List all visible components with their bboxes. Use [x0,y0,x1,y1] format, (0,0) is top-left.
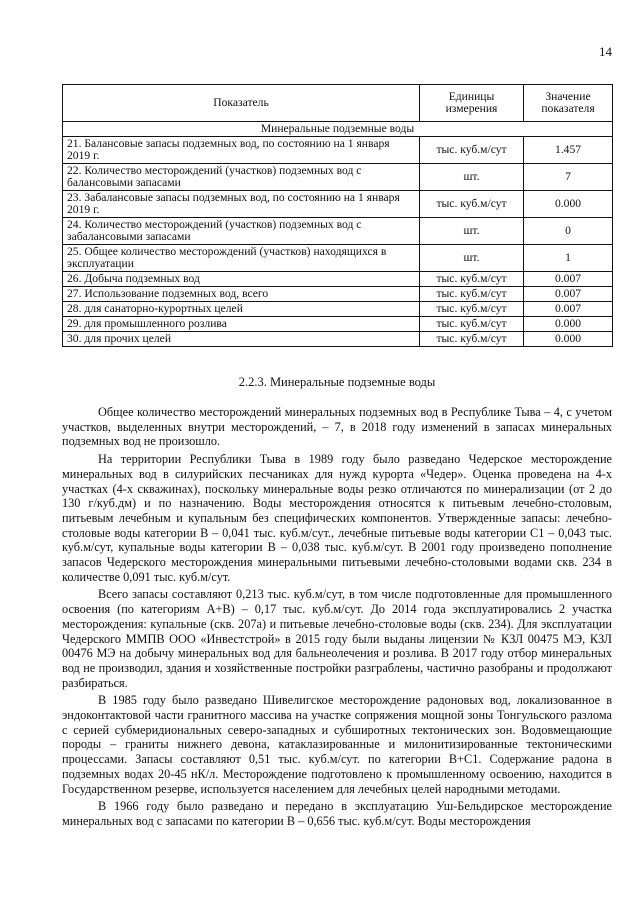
header-indicator: Показатель [63,85,420,122]
table-row [63,287,613,302]
row-unit: тыс. куб.м/сут [420,191,524,218]
paragraph: Всего запасы составляют 0,213 тыс. куб.м/сут, в том числе подготовленные для промышленного освоения (по категориям А+В) – 0,17 тыс. куб.м/сут. До 2014 года эксплуатировались 2 участка месторождения: купальные (скв. 207а) и питьевые лечебно-столовые воды (скв. 234). Для эксплуатации Чедерского ММПВ ООО «Инвестстрой» в 2015 году были выданы лицензии № КЗЛ 00475 МЭ, КЗЛ 00476 МЭ на добычу минеральных вод для бальнеолечения и розлива. В 2017 году отбор минеральных вод не производил, здания и хозяйственные постройки разграблены, частично разобраны и продолжают разбираться. [62,587,612,690]
table-header-row [63,85,613,122]
row-label: 23. Забалансовые запасы подземных вод, по состоянию на 1 января 2019 г. [63,191,420,218]
table-row [63,164,613,191]
row-label: 22. Количество месторождений (участков) подземных вод с балансовыми запасами [63,164,420,191]
table-row [63,272,613,287]
row-unit: шт. [420,245,524,272]
table-row [63,137,613,164]
row-value: 0.007 [524,272,613,287]
row-unit: шт. [420,164,524,191]
paragraph: Общее количество месторождений минеральных подземных вод в Республике Тыва – 4, с учетом участков, выделенных внутри месторождений, – 7, в 2018 году изменений в запасах минеральных подземных вод не произошло. [62,405,612,449]
row-value: 0.007 [524,287,613,302]
row-value: 0.000 [524,317,613,332]
row-value: 1 [524,245,613,272]
row-label: 27. Использование подземных вод, всего [63,287,420,302]
row-value: 0.000 [524,191,613,218]
row-unit: тыс. куб.м/сут [420,272,524,287]
table-row [63,245,613,272]
header-unit: Единицы измерения [420,85,524,122]
table-section-row [63,122,613,137]
table-row [63,191,613,218]
table-row [63,332,613,347]
row-value: 7 [524,164,613,191]
indicators-table [62,84,613,347]
paragraph: В 1966 году было разведано и передано в эксплуатацию Уш-Бельдирское месторождение минеральных вод с запасами по категории В – 0,656 тыс. куб.м/сут. Воды месторождения [62,799,612,828]
row-label: 30. для прочих целей [63,332,420,347]
paragraph: В 1985 году было разведано Шивелигское месторождение радоновых вод, локализованное в эндоконтактовой части гранитного массива на участке сопряжения мощной зоны Тонгульского разлома с серией субмеридиональных северо-западных и субширотных тектонических зон. Водовмещающие породы – граниты нижнего девона, катаклазированные и милонитизированные тектоническими процессами. Запасы составляют 0,51 тыс. куб.м/сут. по категории В+С1. Содержание радона в подземных водах 20-45 нК/л. Месторождение подготовлено к промышленному освоению, находится в Государственном резерве, используется населением для лечебных целей народными методами. [62,693,612,796]
row-value: 0.007 [524,302,613,317]
row-unit: тыс. куб.м/сут [420,302,524,317]
table-row [63,317,613,332]
row-label: 29. для промышленного розлива [63,317,420,332]
body-text [62,405,612,832]
page-number: 14 [599,44,612,59]
row-value: 1.457 [524,137,613,164]
section-heading: 2.2.3. Минеральные подземные воды [238,375,436,389]
row-label: 25. Общее количество месторождений (участков) находящихся в эксплуатации [63,245,420,272]
row-label: 28. для санаторно-курортных целей [63,302,420,317]
row-unit: тыс. куб.м/сут [420,287,524,302]
row-unit: тыс. куб.м/сут [420,317,524,332]
row-label: 24. Количество месторождений (участков) подземных вод с забалансовыми запасами [63,218,420,245]
row-label: 21. Балансовые запасы подземных вод, по состоянию на 1 января 2019 г. [63,137,420,164]
table-row [63,302,613,317]
header-value: Значение показателя [524,85,613,122]
row-unit: шт. [420,218,524,245]
row-unit: тыс. куб.м/сут [420,137,524,164]
table-row [63,218,613,245]
section-title: Минеральные подземные воды [63,122,613,137]
row-unit: тыс. куб.м/сут [420,332,524,347]
row-label: 26. Добыча подземных вод [63,272,420,287]
row-value: 0 [524,218,613,245]
paragraph: На территории Республики Тыва в 1989 году было разведано Чедерское месторождение минеральных вод в силурийских песчаниках для нужд курорта «Чедер». Оценка проведена на 4-х участках (4-х скважинах), поскольку минеральные воды резко отличаются по минерализации (от 2 до 130 г/куб.дм) и по назначению. Воды месторождения относятся к питьевым лечебно-столовым, питьевым лечебным и купальным без специфических компонентов. Утвержденные запасы: лечебно-столовые воды категории В – 0,041 тыс. куб.м/сут., лечебные питьевые воды категории С1 – 0,043 тыс. куб.м/сут, купальные воды категории В – 0,038 тыс. куб.м/сут. В 2001 году произведено пополнение запасов Чедерского месторождения минеральными питьевыми лечебно-столовыми водами скв. 234 в количестве 0,091 тыс. куб.м/сут. [62,452,612,584]
row-value: 0.000 [524,332,613,347]
